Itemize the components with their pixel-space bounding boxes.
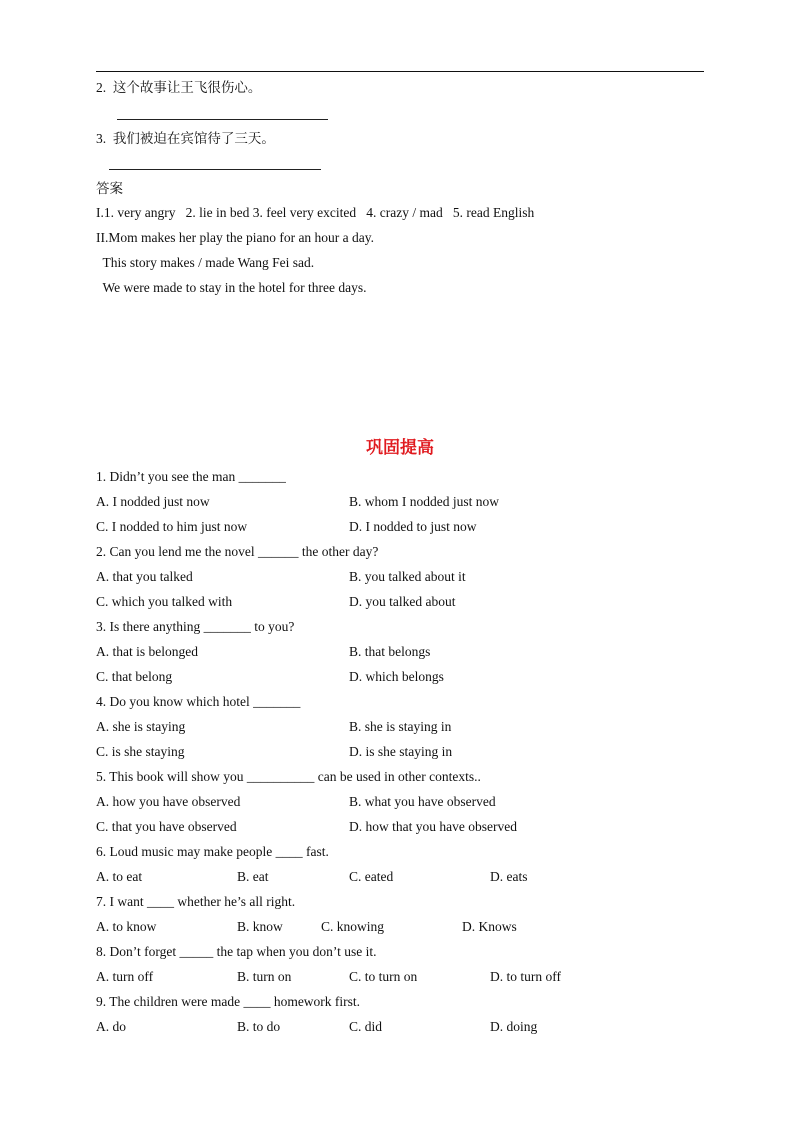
question-9-option-d: D. doing: [490, 1019, 538, 1034]
question-2-option-d: D. you talked about: [349, 594, 456, 609]
question-6-option-a: A. to eat: [96, 869, 143, 884]
question-1-option-a: A. I nodded just now: [96, 494, 210, 509]
answer-blank-3: [109, 169, 321, 170]
question-3: 3. Is there anything _______ to you?: [96, 619, 295, 634]
question-5-option-d: D. how that you have observed: [349, 819, 517, 834]
question-2-option-a: A. that you talked: [96, 569, 193, 584]
question-7-option-a: A. to know: [96, 919, 157, 934]
question-5-option-c: C. that you have observed: [96, 819, 237, 834]
question-7-option-b: B. know: [237, 919, 283, 934]
question-4: 4. Do you know which hotel _______: [96, 694, 301, 709]
question-9-option-c: C. did: [349, 1019, 383, 1034]
question-3-option-c: C. that belong: [96, 669, 173, 684]
question-3-option-d: D. which belongs: [349, 669, 444, 684]
question-5-option-b: B. what you have observed: [349, 794, 496, 809]
question-2-option-c: C. which you talked with: [96, 594, 233, 609]
question-7-option-d: D. Knows: [462, 919, 517, 934]
question-1-option-c: C. I nodded to him just now: [96, 519, 248, 534]
question-5-option-a: A. how you have observed: [96, 794, 241, 809]
question-4-option-c: C. is she staying: [96, 744, 185, 759]
question-3-option-b: B. that belongs: [349, 644, 431, 659]
question-4-option-b: B. she is staying in: [349, 719, 452, 734]
question-8-option-a: A. turn off: [96, 969, 154, 984]
question-4-option-a: A. she is staying: [96, 719, 186, 734]
section-title: 巩固提高: [366, 438, 434, 458]
answer-blank-2: [117, 119, 328, 120]
question-1: 1. Didn’t you see the man _______: [96, 469, 286, 484]
answer-heading: 答案: [96, 181, 123, 196]
question-7: 7. I want ____ whether he’s all right.: [96, 894, 296, 909]
question-6-option-c: C. eated: [349, 869, 394, 884]
question-4-option-d: D. is she staying in: [349, 744, 453, 759]
translation-item-2: 2. 这个故事让王飞很伤心。: [96, 80, 262, 95]
question-8: 8. Don’t forget _____ the tap when you don’t use it.: [96, 944, 377, 959]
answer-line-1: I.1. very angry 2. lie in bed 3. feel very excited 4. crazy / mad 5. read English: [96, 205, 535, 220]
question-9: 9. The children were made ____ homework first.: [96, 994, 361, 1009]
question-2-option-b: B. you talked about it: [349, 569, 466, 584]
question-1-option-b: B. whom I nodded just now: [349, 494, 499, 509]
answer-line-2: II.Mom makes her play the piano for an hour a day.: [96, 230, 375, 245]
question-9-option-a: A. do: [96, 1019, 126, 1034]
question-5: 5. This book will show you __________ can be used in other contexts..: [96, 769, 481, 784]
question-8-option-c: C. to turn on: [349, 969, 418, 984]
question-9-option-b: B. to do: [237, 1019, 281, 1034]
question-3-option-a: A. that is belonged: [96, 644, 198, 659]
question-1-option-d: D. I nodded to just now: [349, 519, 477, 534]
answer-line-4: We were made to stay in the hotel for three days.: [96, 280, 367, 295]
question-8-option-d: D. to turn off: [490, 969, 561, 984]
question-8-option-b: B. turn on: [237, 969, 292, 984]
question-6: 6. Loud music may make people ____ fast.: [96, 844, 329, 859]
answer-line-3: This story makes / made Wang Fei sad.: [96, 255, 315, 270]
question-6-option-b: B. eat: [237, 869, 269, 884]
question-2: 2. Can you lend me the novel ______ the other day?: [96, 544, 379, 559]
question-6-option-d: D. eats: [490, 869, 528, 884]
header-rule: [96, 71, 704, 72]
question-7-option-c: C. knowing: [321, 919, 385, 934]
translation-item-3: 3. 我们被迫在宾馆待了三天。: [96, 131, 275, 146]
